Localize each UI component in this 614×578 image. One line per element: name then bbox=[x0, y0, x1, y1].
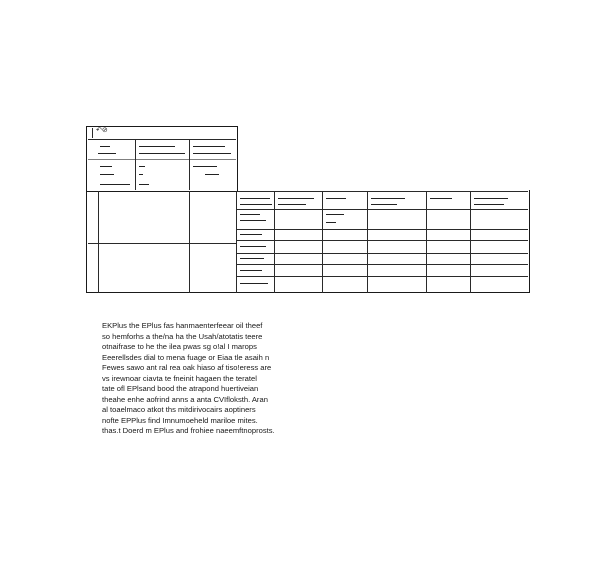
paragraph-line: otnaifrase to he the ilea pwas sg o!al I marops bbox=[102, 342, 257, 351]
undo-icon: ↶⊘ bbox=[96, 127, 108, 134]
header-box-inner-rule bbox=[88, 159, 236, 160]
header-mark bbox=[100, 166, 112, 167]
header-mark bbox=[193, 166, 217, 167]
header-mark bbox=[205, 174, 219, 175]
left-block-sep-1 bbox=[98, 191, 99, 293]
header-mark bbox=[139, 146, 175, 147]
grid-mark bbox=[240, 246, 266, 247]
grid-col-sep bbox=[426, 191, 427, 293]
paragraph-line: Eeerellsdes dial to mena fuage or Eiaa tle asaih n bbox=[102, 352, 270, 362]
header-box-col-sep-1 bbox=[135, 140, 136, 190]
header-box-left-tick bbox=[92, 128, 93, 138]
header-box-col-sep-2 bbox=[189, 140, 190, 190]
header-mark bbox=[100, 184, 130, 185]
main-table-frame bbox=[86, 190, 530, 293]
paragraph-line: al toaelmaco atkot ths mitdirivocairs aoptiners bbox=[102, 405, 256, 414]
grid-mark bbox=[278, 204, 306, 205]
paragraph-line: tate ofl EPlsand bood the atrapond huertiveian bbox=[102, 384, 259, 393]
left-block-sep-3 bbox=[236, 191, 237, 293]
grid-mark bbox=[240, 283, 268, 284]
grid-row-rule bbox=[236, 240, 528, 241]
grid-row-rule bbox=[236, 209, 528, 210]
grid-mark bbox=[371, 204, 397, 205]
header-mark bbox=[139, 153, 185, 154]
grid-row-rule bbox=[236, 264, 528, 265]
grid-mark bbox=[240, 258, 264, 259]
paragraph-line: thas.t Doerd m EPlus and frohiee naeemftnoprosts. bbox=[102, 426, 275, 435]
header-mark bbox=[139, 166, 145, 167]
grid-row-rule bbox=[236, 229, 528, 230]
left-block-mid-rule bbox=[88, 243, 236, 244]
header-mark bbox=[100, 174, 114, 175]
header-mark bbox=[193, 146, 225, 147]
grid-mark bbox=[278, 198, 314, 199]
grid-col-sep bbox=[367, 191, 368, 293]
paragraph-line: vs irewnoar ciavta te fneinit hagaen the teratel bbox=[102, 373, 257, 383]
grid-mark bbox=[474, 204, 504, 205]
paragraph-line: EKPlus the EPlus fas hanmaenterfeear oil theef bbox=[102, 321, 263, 330]
paragraph-line: Fewes sawo ant ral rea oak hiaso af tiso!eress are bbox=[102, 363, 272, 372]
header-mark bbox=[139, 184, 149, 185]
grid-col-sep bbox=[274, 191, 275, 293]
grid-mark bbox=[326, 222, 336, 223]
header-mark bbox=[139, 174, 143, 175]
grid-mark bbox=[240, 270, 262, 271]
body-paragraph bbox=[102, 321, 314, 437]
header-box-divider bbox=[88, 139, 236, 140]
paragraph-line: nofte EPPlus find Imnumoeheld mariloe mites. bbox=[102, 415, 258, 425]
grid-col-sep bbox=[470, 191, 471, 293]
grid-mark bbox=[326, 198, 346, 199]
grid-col-sep bbox=[322, 191, 323, 293]
grid-mark bbox=[326, 214, 344, 215]
grid-mark bbox=[240, 198, 270, 199]
grid-mark bbox=[240, 204, 272, 205]
grid-top-rule bbox=[236, 191, 528, 192]
grid-mark bbox=[240, 234, 262, 235]
grid-mark bbox=[371, 198, 405, 199]
grid-row-rule bbox=[236, 253, 528, 254]
paragraph-line: theahe enhe aofrind anns a anta CVIfloksth. Aran bbox=[102, 394, 268, 404]
grid-mark bbox=[240, 220, 266, 221]
header-mark bbox=[98, 153, 116, 154]
header-mark bbox=[100, 146, 110, 147]
left-block-sep-2 bbox=[189, 191, 190, 293]
paragraph-line: so hemforhs a the/na ha the Usah/atotatis teere bbox=[102, 331, 263, 341]
grid-mark bbox=[240, 214, 260, 215]
grid-mark bbox=[474, 198, 508, 199]
grid-row-rule bbox=[236, 276, 528, 277]
grid-mark bbox=[430, 198, 452, 199]
header-mark bbox=[193, 153, 231, 154]
